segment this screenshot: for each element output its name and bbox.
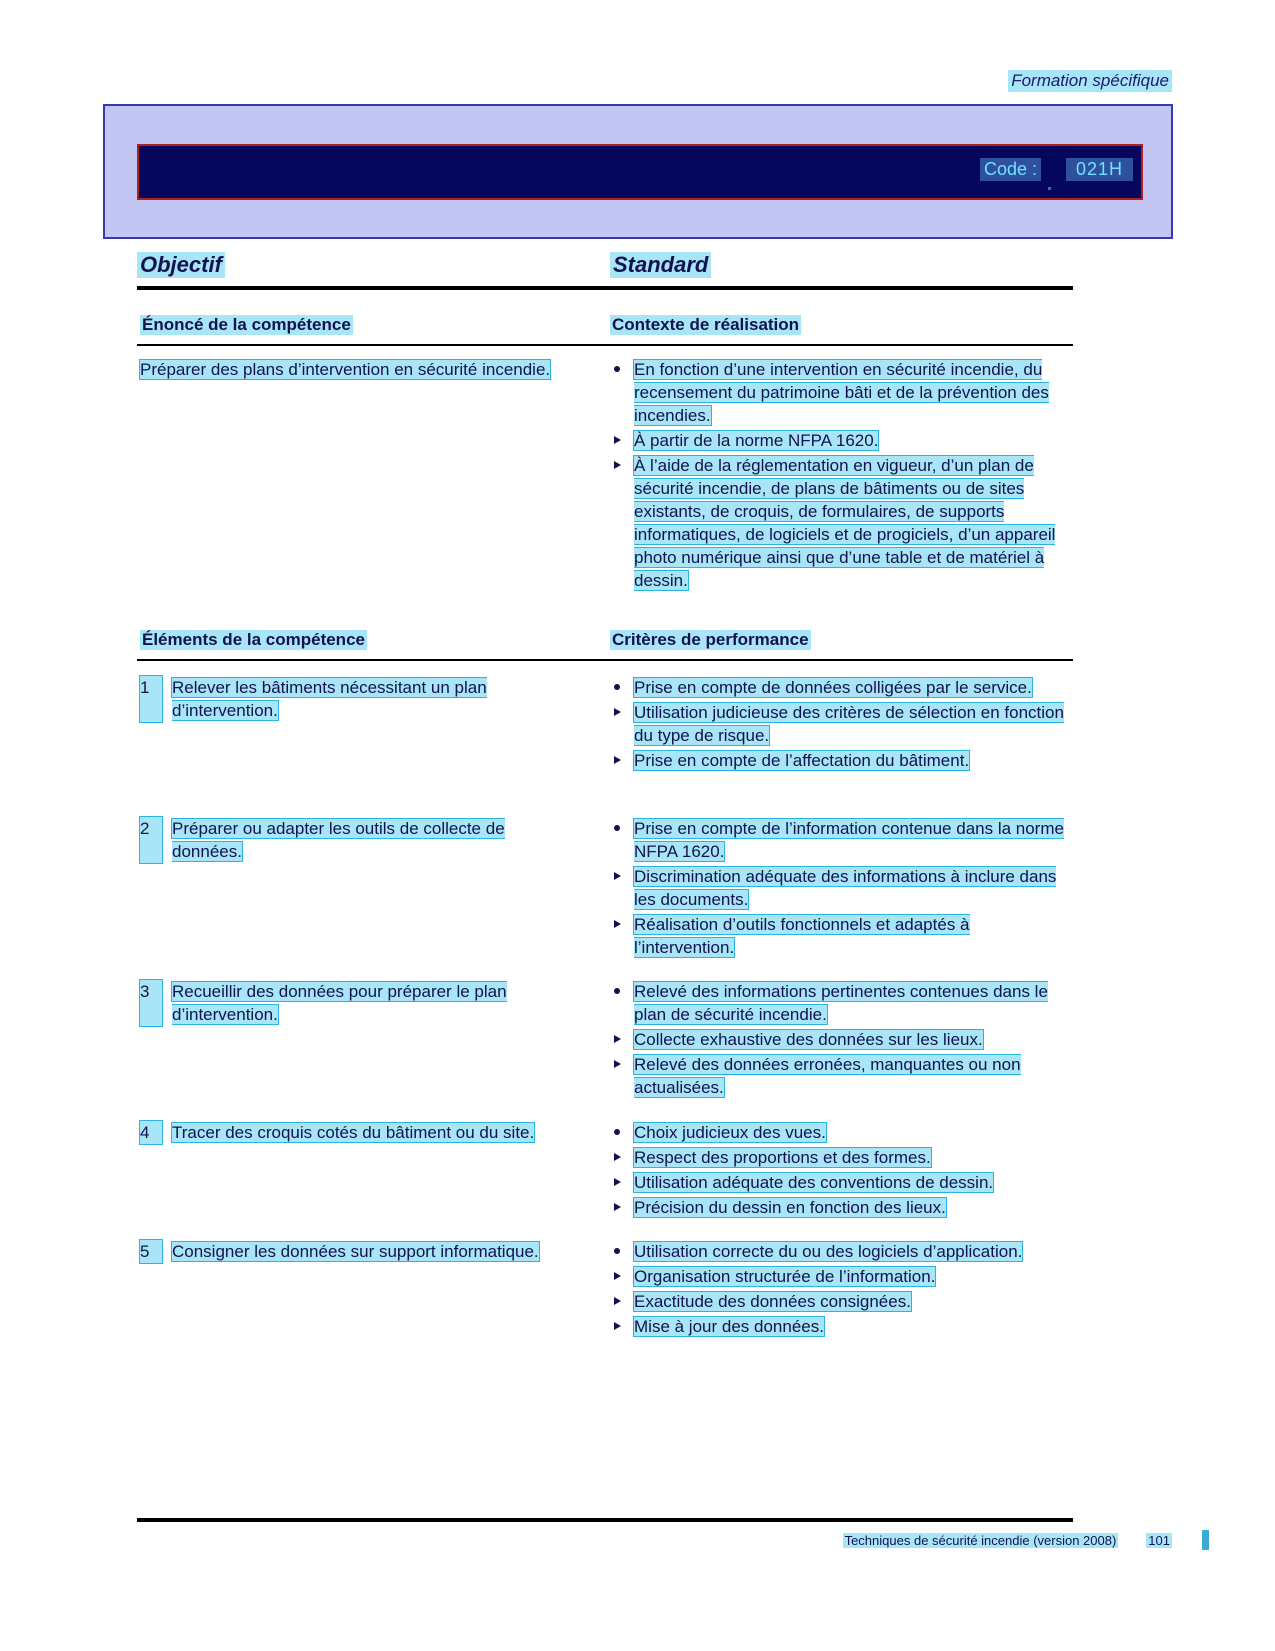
critere-4-2: Respect des proportions et des formes.: [634, 1148, 931, 1167]
critere-4-4: Précision du dessin en fonction des lieux.: [634, 1198, 946, 1217]
list-item: [608, 454, 1073, 592]
bullet-triangle-icon: [614, 756, 621, 764]
bullet-dot-icon: [614, 988, 620, 994]
table-row: [140, 676, 570, 722]
critere-4-1: Choix judicieux des vues.: [634, 1123, 826, 1142]
list-item: [608, 980, 1073, 1026]
element-row-1-left: [140, 676, 570, 722]
band-title-objectif: Objectif: [137, 252, 225, 278]
critere-4-3: Utilisation adéquate des conventions de dessin.: [634, 1173, 994, 1192]
list-item: [608, 913, 1073, 959]
list-item: [608, 1146, 1073, 1169]
code-box-dot: [1048, 187, 1051, 190]
objectif-standard-band: [137, 252, 1073, 282]
bullet-triangle-icon: [614, 1203, 621, 1211]
heading-criteres: Critères de performance: [612, 630, 809, 649]
code-label: Code :: [980, 158, 1041, 181]
bullet-dot-icon: [614, 825, 620, 831]
bullet-dot-icon: [614, 684, 620, 690]
divider-elements: [137, 659, 1073, 661]
bullet-triangle-icon: [614, 1322, 621, 1330]
bullet-triangle-icon: [614, 1060, 621, 1068]
list-item: [608, 1053, 1073, 1099]
critere-5-4: Mise à jour des données.: [634, 1317, 824, 1336]
element-row-5-left: [140, 1240, 570, 1263]
bullet-triangle-icon: [614, 920, 621, 928]
list-item: [608, 701, 1073, 747]
list-item: [608, 358, 1073, 427]
list-item: [608, 1265, 1073, 1288]
bullet-triangle-icon: [614, 708, 621, 716]
bullet-triangle-icon: [614, 461, 621, 469]
element-row-4-right: [608, 1121, 1073, 1221]
table-row: [140, 1240, 570, 1263]
bullet-triangle-icon: [614, 1272, 621, 1280]
critere-3-2: Collecte exhaustive des données sur les lieux.: [634, 1030, 983, 1049]
criteres-list-4: [608, 1121, 1073, 1219]
bullet-dot-icon: [614, 1129, 620, 1135]
element-row-2-right: [608, 817, 1073, 961]
element-number-5: 5: [140, 1240, 162, 1263]
critere-1-2: Utilisation judicieuse des critères de sélection en fonction du type de risque.: [634, 703, 1064, 745]
element-text-1: Relever les bâtiments nécessitant un plan d’intervention.: [172, 678, 487, 720]
code-box-inner: [137, 144, 1143, 200]
critere-1-1: Prise en compte de données colligées par le service.: [634, 678, 1032, 697]
contexte-bullet-3: À l’aide de la réglementation en vigueur, d’un plan de sécurité incendie, de plans de bâtiments ou de sites existants, de croquis, de formulaires, de supports informatiques, de logiciels et de progiciels, d’un appareil photo numérique ainsi que d’une table et de matériel à dessin.: [634, 456, 1056, 590]
element-text-4: Tracer des croquis cotés du bâtiment ou du site.: [172, 1123, 535, 1142]
enonce-body: [140, 358, 570, 381]
critere-5-1: Utilisation correcte du ou des logiciels d’application.: [634, 1242, 1023, 1261]
list-item: [608, 817, 1073, 863]
table-row: [140, 1121, 570, 1144]
code-value: 021H: [1066, 158, 1133, 181]
contexte-bullet-1: En fonction d’une intervention en sécurité incendie, du recensement du patrimoine bâti et de la prévention des incendies.: [634, 360, 1049, 425]
list-item: [608, 1290, 1073, 1313]
list-item: [608, 1196, 1073, 1219]
bullet-triangle-icon: [614, 1035, 621, 1043]
criteres-list-1: [608, 676, 1073, 772]
element-number-1: 1: [140, 676, 162, 722]
list-item: [608, 865, 1073, 911]
critere-2-1: Prise en compte de l’information contenue dans la norme NFPA 1620.: [634, 819, 1064, 861]
list-item: [608, 1171, 1073, 1194]
criteres-list-3: [608, 980, 1073, 1099]
heading-contexte: Contexte de réalisation: [612, 315, 800, 334]
element-row-1-right: [608, 676, 1073, 774]
critere-5-3: Exactitude des données consignées.: [634, 1292, 911, 1311]
divider-footer: [137, 1518, 1073, 1522]
bullet-triangle-icon: [614, 1178, 621, 1186]
footer-text: Techniques de sécurité incendie (version 2008): [844, 1533, 1117, 1548]
bullet-dot-icon: [614, 366, 620, 372]
critere-3-1: Relevé des informations pertinentes contenues dans le plan de sécurité incendie.: [634, 982, 1048, 1024]
critere-1-3: Prise en compte de l’affectation du bâtiment.: [634, 751, 970, 770]
band-title-standard: Standard: [610, 252, 711, 278]
element-row-3-left: [140, 980, 570, 1026]
criteres-list-5: [608, 1240, 1073, 1338]
footer: [843, 1533, 1172, 1548]
bullet-triangle-icon: [614, 436, 621, 444]
table-row: [140, 817, 570, 863]
element-text-3: Recueillir des données pour préparer le plan d’intervention.: [172, 982, 507, 1024]
list-item: [608, 1315, 1073, 1338]
element-row-4-left: [140, 1121, 570, 1144]
divider-band: [137, 286, 1073, 290]
contexte-body: [608, 358, 1073, 594]
bullet-triangle-icon: [614, 1153, 621, 1161]
element-text-2: Préparer ou adapter les outils de collecte de données.: [172, 819, 505, 861]
element-row-2-left: [140, 817, 570, 863]
element-number-4: 4: [140, 1121, 162, 1144]
bullet-dot-icon: [614, 1248, 620, 1254]
enonce-text: Préparer des plans d’intervention en sécurité incendie.: [140, 360, 551, 379]
table-row: [140, 980, 570, 1026]
header-section-label: Formation spécifique: [1008, 70, 1172, 92]
element-number-2: 2: [140, 817, 162, 863]
contexte-bullet-list: [608, 358, 1073, 592]
list-item: [608, 1121, 1073, 1144]
bullet-triangle-icon: [614, 872, 621, 880]
element-number-3: 3: [140, 980, 162, 1026]
page-number: 101: [1148, 1533, 1170, 1548]
heading-elements: Éléments de la compétence: [142, 630, 365, 649]
list-item: [608, 1240, 1073, 1263]
element-text-5: Consigner les données sur support informatique.: [172, 1242, 539, 1261]
element-row-3-right: [608, 980, 1073, 1101]
list-item: [608, 749, 1073, 772]
critere-2-2: Discrimination adéquate des informations à inclure dans les documents.: [634, 867, 1057, 909]
list-item: [608, 429, 1073, 452]
contexte-bullet-2: À partir de la norme NFPA 1620.: [634, 431, 879, 450]
heading-enonce: Énoncé de la compétence: [142, 315, 351, 334]
critere-2-3: Réalisation d’outils fonctionnels et adaptés à l’intervention.: [634, 915, 970, 957]
critere-3-3: Relevé des données erronées, manquantes ou non actualisées.: [634, 1055, 1021, 1097]
code-box-outer: [103, 104, 1173, 239]
list-item: [608, 676, 1073, 699]
divider-enonce: [137, 344, 1073, 346]
critere-5-2: Organisation structurée de l’information.: [634, 1267, 936, 1286]
list-item: [608, 1028, 1073, 1051]
criteres-list-2: [608, 817, 1073, 959]
footer-marker: [1202, 1530, 1209, 1550]
element-row-5-right: [608, 1240, 1073, 1340]
bullet-triangle-icon: [614, 1297, 621, 1305]
